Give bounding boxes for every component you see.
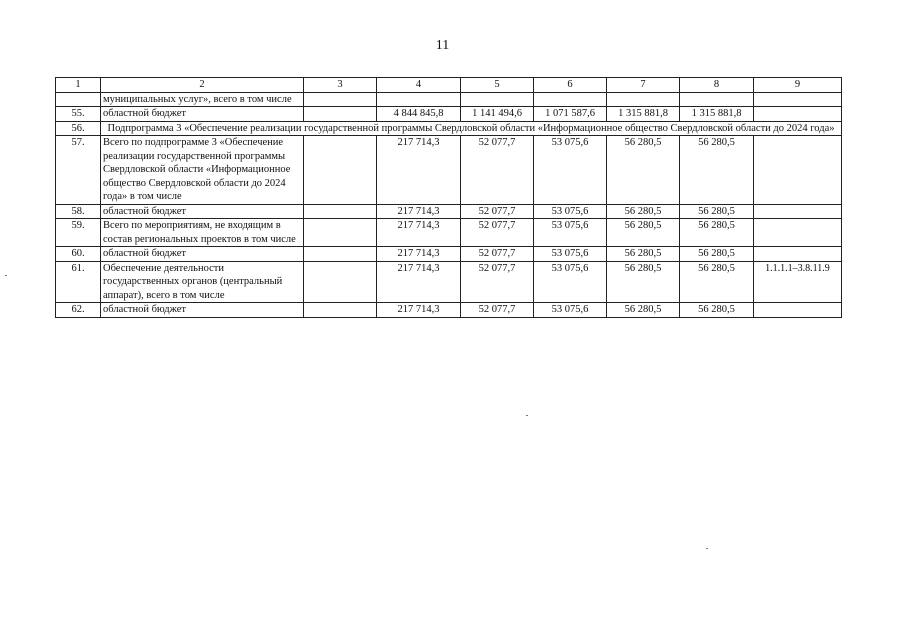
amount-cell: 217 714,3 (377, 136, 461, 205)
row-number-cell: 58. (56, 204, 101, 219)
row-number-cell (56, 92, 101, 107)
amount-cell: 53 075,6 (534, 219, 607, 247)
amount-cell: 1 141 494,6 (461, 107, 534, 122)
amount-cell: 1 315 881,8 (607, 107, 680, 122)
amount-cell: 56 280,5 (607, 261, 680, 303)
column-number: 5 (461, 78, 534, 93)
amount-cell: 53 075,6 (534, 261, 607, 303)
table-row (56, 136, 842, 205)
amount-cell (534, 92, 607, 107)
column-3-cell (304, 107, 377, 122)
amount-cell (607, 92, 680, 107)
amount-cell: 217 714,3 (377, 261, 461, 303)
column-number: 7 (607, 78, 680, 93)
row-number-cell: 56. (56, 121, 101, 136)
budget-table (55, 77, 842, 318)
amount-cell: 1 071 587,6 (534, 107, 607, 122)
row-number-cell: 62. (56, 303, 101, 318)
amount-cell: 217 714,3 (377, 204, 461, 219)
amount-cell (680, 92, 754, 107)
amount-cell: 52 077,7 (461, 219, 534, 247)
amount-cell: 53 075,6 (534, 247, 607, 262)
row-number-cell: 60. (56, 247, 101, 262)
amount-cell: 1 315 881,8 (680, 107, 754, 122)
column-3-cell (304, 204, 377, 219)
row-name-cell: Всего по подпрограмме 3 «Обеспечение реализации государственной программы Свердловской области «Информационное общество Свердловской области до 2024 года» в том числе (101, 136, 304, 205)
target-code-cell (754, 204, 842, 219)
amount-cell: 53 075,6 (534, 303, 607, 318)
target-code-cell (754, 136, 842, 205)
subprogram-title-cell: Подпрограмма 3 «Обеспечение реализации государственной программы Свердловской области «Информационное общество Свердловской области до 2024 года» (101, 121, 842, 136)
row-name-cell: Всего по мероприятиям, не входящим в состав региональных проектов в том числе (101, 219, 304, 247)
row-name-cell: областной бюджет (101, 247, 304, 262)
column-3-cell (304, 303, 377, 318)
row-name-cell: областной бюджет (101, 204, 304, 219)
column-number: 1 (56, 78, 101, 93)
table-row (56, 261, 842, 303)
column-3-cell (304, 136, 377, 205)
row-name-cell: областной бюджет (101, 107, 304, 122)
amount-cell: 56 280,5 (607, 303, 680, 318)
amount-cell: 56 280,5 (607, 204, 680, 219)
row-name-cell: Обеспечение деятельности государственных органов (центральный аппарат), всего в том числе (101, 261, 304, 303)
target-code-cell (754, 92, 842, 107)
column-3-cell (304, 247, 377, 262)
amount-cell: 4 844 845,8 (377, 107, 461, 122)
amount-cell: 56 280,5 (680, 136, 754, 205)
row-number-cell: 59. (56, 219, 101, 247)
column-number-row (56, 78, 842, 93)
scan-speck (526, 415, 528, 416)
amount-cell: 52 077,7 (461, 247, 534, 262)
table-row (56, 92, 842, 107)
amount-cell: 52 077,7 (461, 303, 534, 318)
amount-cell: 56 280,5 (680, 219, 754, 247)
table-row (56, 219, 842, 247)
table-row (56, 107, 842, 122)
amount-cell: 56 280,5 (607, 136, 680, 205)
table-row (56, 303, 842, 318)
scan-speck (706, 548, 708, 549)
column-3-cell (304, 261, 377, 303)
table-row (56, 204, 842, 219)
column-number: 4 (377, 78, 461, 93)
column-number: 2 (101, 78, 304, 93)
amount-cell: 52 077,7 (461, 261, 534, 303)
target-code-cell: 1.1.1.1–3.8.11.9 (754, 261, 842, 303)
amount-cell (377, 92, 461, 107)
column-3-cell (304, 92, 377, 107)
row-number-cell: 57. (56, 136, 101, 205)
amount-cell: 56 280,5 (680, 204, 754, 219)
amount-cell: 56 280,5 (680, 247, 754, 262)
column-number: 9 (754, 78, 842, 93)
amount-cell: 56 280,5 (680, 303, 754, 318)
column-number: 8 (680, 78, 754, 93)
target-code-cell (754, 303, 842, 318)
amount-cell: 217 714,3 (377, 219, 461, 247)
row-name-cell: муниципальных услуг», всего в том числе (101, 92, 304, 107)
column-3-cell (304, 219, 377, 247)
amount-cell: 217 714,3 (377, 303, 461, 318)
table-row (56, 247, 842, 262)
amount-cell: 52 077,7 (461, 204, 534, 219)
amount-cell: 53 075,6 (534, 204, 607, 219)
row-number-cell: 61. (56, 261, 101, 303)
row-number-cell: 55. (56, 107, 101, 122)
amount-cell: 56 280,5 (680, 261, 754, 303)
table-row (56, 121, 842, 136)
amount-cell: 56 280,5 (607, 219, 680, 247)
target-code-cell (754, 219, 842, 247)
amount-cell: 52 077,7 (461, 136, 534, 205)
target-code-cell (754, 247, 842, 262)
amount-cell: 56 280,5 (607, 247, 680, 262)
page-number: 11 (435, 38, 450, 53)
scan-speck (5, 275, 7, 276)
column-number: 6 (534, 78, 607, 93)
amount-cell: 217 714,3 (377, 247, 461, 262)
target-code-cell (754, 107, 842, 122)
row-name-cell: областной бюджет (101, 303, 304, 318)
amount-cell: 53 075,6 (534, 136, 607, 205)
amount-cell (461, 92, 534, 107)
column-number: 3 (304, 78, 377, 93)
